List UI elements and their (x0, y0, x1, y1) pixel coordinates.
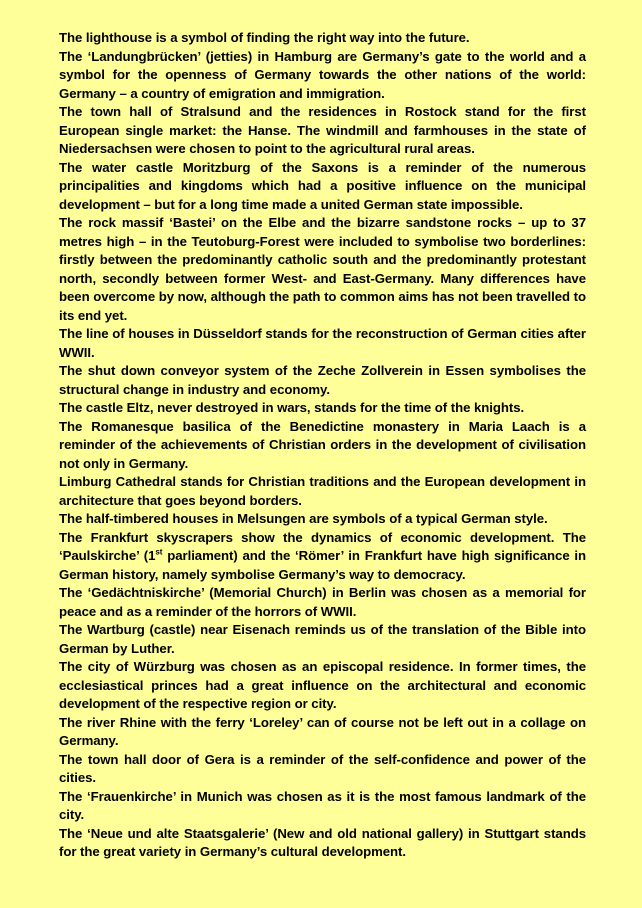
paragraph-frankfurt (59, 529, 586, 585)
paragraph-melsungen: The half-timbered houses in Melsungen are symbols of a typical German style. (59, 511, 548, 526)
paragraph-wuerzburg: The city of Würzburg was chosen as an episcopal residence. In former times, the ecclesiastical princes had a great influence on the architectural and economic development of the respective region or city. (59, 659, 586, 711)
paragraph-maria-laach: The Romanesque basilica of the Benedictine monastery in Maria Laach is a reminder of the achievements of Christian orders in the development of civilisation not only in Germany. (59, 418, 586, 471)
paragraph-lighthouse: The lighthouse is a symbol of finding the right way into the future. (59, 30, 470, 45)
paragraph-bastei: The rock massif ‘Bastei’ on the Elbe and the bizarre sandstone rocks – up to 37 metres high – in the Teutoburg-Forest were included to symbolise two borderlines: firstly between the predominantly catholic south and the predominantly protestant north, secondly between former West- and East-Germany. Many differences have been overcome by now, although the path to common aims has not been travelled to its end yet. (59, 215, 586, 323)
paragraph-frauenkirche: The ‘Frauenkirche’ in Munich was chosen as it is the most famous landmark of the city. (59, 788, 586, 822)
paragraph-wartburg: The Wartburg (castle) near Eisenach reminds us of the translation of the Bible into German by Luther. (59, 622, 586, 656)
frankfurt-superscript: st (155, 547, 163, 557)
frankfurt-text-before: The Frankfurt skyscrapers show the dynamics of economic development. The ‘Paulskirche’ (1 (59, 529, 586, 563)
paragraph-rhine: The river Rhine with the ferry ‘Loreley’ can of course not be left out in a collage on Germany. (59, 714, 586, 748)
paragraph-gedaechtniskirche: The ‘Gedächtniskirche’ (Memorial Church) in Berlin was chosen as a memorial for peace and as a reminder of the horrors of WWII. (59, 585, 586, 619)
paragraph-duesseldorf: The line of houses in Düsseldorf stands for the reconstruction of German cities after WWII. (59, 326, 586, 360)
paragraph-stralsund: The town hall of Stralsund and the residences in Rostock stand for the first European single market: the Hanse. The windmill and farmhouses in the state of Niedersachsen were chosen to point to the agricultural rural areas. (59, 104, 586, 156)
paragraph-eltz: The castle Eltz, never destroyed in wars, stands for the time of the knights. (59, 400, 525, 415)
paragraph-staatsgalerie: The ‘Neue und alte Staatsgalerie’ (New and old national gallery) in Stuttgart stands for the great variety in Germany’s cultural development. (59, 825, 586, 859)
paragraph-gera: The town hall door of Gera is a reminder of the self-confidence and power of the cities. (59, 751, 586, 785)
frankfurt-text-after: parliament) and the ‘Römer’ in Frankfurt have high significance in German history, namely symbolise Germany’s way to democracy. (59, 548, 587, 582)
paragraph-landungbruecken: The ‘Landungbrücken’ (jetties) in Hamburg are Germany’s gate to the world and a symbol for the openness of Germany towards the other nations of the world: Germany – a country of emigration and immigration. (59, 48, 586, 101)
paragraph-moritzburg: The water castle Moritzburg of the Saxons is a reminder of the numerous principalities and kingdoms which had a positive influence on the municipal development – but for a long time made a united German state impossible. (59, 159, 586, 212)
paragraph-limburg: Limburg Cathedral stands for Christian traditions and the European development in architecture that goes beyond borders. (59, 474, 586, 508)
document-body (59, 29, 586, 862)
paragraph-zollverein: The shut down conveyor system of the Zeche Zollverein in Essen symbolises the structural change in industry and economy. (59, 363, 586, 397)
